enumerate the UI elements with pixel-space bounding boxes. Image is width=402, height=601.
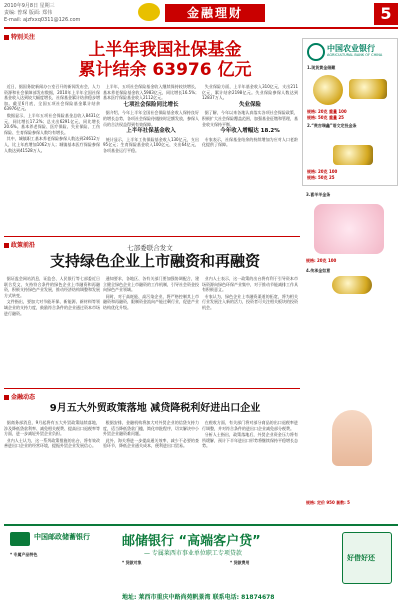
abc-price6: 规格: 定价 950 套数: 5 xyxy=(306,500,350,505)
mickey-gold-ad xyxy=(302,188,398,300)
section-tag-finance: 金融动态 xyxy=(4,392,35,401)
postal-bank-ad xyxy=(4,524,398,600)
section-title: 金融理财 xyxy=(165,4,265,22)
article2-kicker: 七部委联合发文 xyxy=(127,244,173,252)
header-rule xyxy=(4,27,398,29)
article3-col1: 据商务部消息，9月起将有五大外贸政策陆续落地，涉及降低贷款利率、减免相关税费、提高出口退税率等方面，进一步减轻外贸企业负担。 业内人士认为，这一系列政策措施的出台，将有效改善进出口企业的经营环境，提振外贸企业发展信心。 xyxy=(4,420,100,449)
gold-bar-icon xyxy=(349,79,387,99)
postal-badge xyxy=(342,532,392,584)
abc-price2: 规格: 50克 重量 25 xyxy=(307,115,344,120)
article1-subhead1: 七项社会保险同比增长 xyxy=(123,101,179,108)
abc-price3: 规格: 20克 100 xyxy=(307,169,338,174)
article3-col2: 根据安排，金融机构将加大对外贸企业的信贷支持力度，适当降低贷款门槛，简化审批程序，切实解决中小外贸企业融资难问题。 此外，海关将进一步提高通关效率，减少不必要的查验环节，降低企业通关成本，便利进出口贸易。 xyxy=(103,420,199,449)
abc-price5: 规格: 20克 100 xyxy=(306,258,337,263)
gold-ingot-icon xyxy=(333,145,373,165)
postal-section1: * 专属产品特色 xyxy=(10,552,38,557)
gold-coin-icon xyxy=(313,75,343,105)
section-tag-policy: 政策前沿 xyxy=(4,240,35,249)
person-photo-icon xyxy=(332,410,372,466)
gold-ruyi-icon xyxy=(332,276,372,294)
abc-item4: 4.传承金如意 xyxy=(306,268,331,273)
article3-title: 9月五大外贸政策落地 减贷降税利好进出口企业 xyxy=(49,403,261,414)
article1-subhead3: 失业保险 xyxy=(238,101,261,108)
abc-bank-name-en: AGRICULTURAL BANK OF CHINA xyxy=(327,53,383,57)
article1-title-line2: 累计结余 63976 亿元 xyxy=(78,60,252,80)
postal-ad-subtitle: — 专属莱西市事业单位职工专项贷款 xyxy=(144,550,242,557)
article2-title: 支持绿色企业上市融资和再融资 xyxy=(49,252,260,270)
abc-item1: 1.现货黄金储藏 xyxy=(307,65,336,70)
article1-title xyxy=(30,40,300,80)
article1-subhead2: 上半年社保基金收入 xyxy=(126,128,176,135)
postal-ad-title: 邮储银行 “高端客户贷” xyxy=(122,534,261,549)
header-email: E-mail: ajzfxxq0311@126.com xyxy=(4,17,81,23)
mickey-mouse-icon xyxy=(314,204,384,254)
postal-logo-icon xyxy=(10,532,30,546)
divider xyxy=(4,236,300,237)
article2-col3: 业内人士表示，这一政策的出台将有利于引导资本市场资源向绿色环保产业集中，对于推动节能减排工作具有积极意义。 专家认为，绿色企业上市融资渠道的拓宽，将为相关行业发展注入新的活力，投资者可关注相关板块的投资机会。 xyxy=(202,276,298,310)
article2-col2: 通知要求，各地区、各有关部门要加强协调配合，建立健全绿色企业上市融资的工作机制，引导社会资金投向绿色产业领域。 同时，对于高耗能、高污染企业，将严格控制其上市融资和再融资，限制资金流向产能过剩行业，促进产业结构优化升级。 xyxy=(103,276,199,310)
article1-col1: 近日，据国务院新闻办公室召开的新闻发布会，人力资源和社会保障部发布数据，2010年上半年全国社保基金收入达到较大幅度增长，社保基金累计结余稳步增加。截至6月底，全国五项社会保险基金累计结余63976亿元。 数据显示，上半年五项社会保险基金总收入8431亿元，同比增长17.2%；总支出6291亿元，同比增长20.6%。基本养老保险、医疗保险、失业保险、工伤保险、生育保险参保人数均有增长。 其中，城镇职工基本养老保险参保人数达到24612万人，比上年底增加1062万人；城镇基本医疗保险参保人数达到41528万人。 xyxy=(4,84,100,153)
abc-logo-icon xyxy=(307,43,325,61)
article3-col3: 在税收方面，有关部门将对部分商品的出口退税率进行调整，并对符合条件的进出口企业减免部分税费。 分析人士指出，政策落地后，外贸企业资金压力将有所缓解，预计下半年进出口形势将继续保持平稳增长态势。 xyxy=(202,420,298,449)
abc-price1: 规格: 20克 重量 100 xyxy=(307,109,347,114)
article1-title-line1: 上半年我国社保基金 xyxy=(88,40,242,60)
article2-col1: 据证监会网站消息，证监会、人民银行等七部委近日联合发文，支持符合条件的绿色企业上市融资和再融资，积极支持绿色产业发展，推动经济结构调整和发展方式转变。 文件指出，要加大对节能环保、新能源、新材料等领域企业的支持力度，鼓励符合条件的企业通过资本市场进行融资。 xyxy=(4,276,100,316)
page-header xyxy=(0,0,402,26)
abc-price4: 规格: 50克 25 xyxy=(307,175,335,180)
article1-subhead4: 今年收入增幅达 18.2% xyxy=(220,128,280,135)
section-tag-special: 特别关注 xyxy=(4,32,35,41)
abc-bank-ad xyxy=(302,38,398,186)
article1-col2: 上半年，五项社会保险基金收入继续保持较快增长，基本养老保险基金收入5983亿元，同比增长16.5%；基本医疗保险基金收入2112亿元。 七项社会保险同比增长 据介绍，今年上半年全国社会保险基金收入保持良好的增长态势，各项社会保险待遇按时足额发放，参保人员的合法权益得到有效保障。 上半年社保基金收入 统计显示，上半年工伤保险基金收入130亿元，支出95亿元；生育保险基金收入100亿元，支出64亿元，各项基金运行平稳。 xyxy=(103,84,199,153)
postal-badge-text: 好借好还 xyxy=(347,554,375,562)
header-logo xyxy=(138,3,160,21)
abc-bank-name: 中国农业银行 xyxy=(327,44,375,53)
bottom-right-ad xyxy=(302,300,398,520)
header-date: 2010年9月8日 星期三 xyxy=(4,3,55,9)
header-meta xyxy=(4,3,80,24)
article1-col3: 失业保险方面，上半年基金收入310亿元，支出211亿元，累计结余2198亿元。失业保险参保人数达到12837万人。 失业保险 据了解，今年以来各地认真落实各项社会保险政策，积极扩大社会保险覆盖范围，加强基金征缴和管理，基金收支保持平衡。 今年收入增幅达 18.2% 专家表示，社保基金结余的持续增加为应对人口老龄化提供了保障。 xyxy=(202,84,298,148)
page-number: 5 xyxy=(374,3,398,25)
postal-bank-name: 中国邮政储蓄银行 xyxy=(34,533,90,541)
header-editors: 责编: 曾琛 版面: 郑伟 xyxy=(4,10,53,16)
postal-address: 地址: 莱西市重庆中路尚苑帆景湾 联系电话: 81874678 xyxy=(122,594,275,601)
abc-item2: 2.“贵吉瑞鑫”语文定投金条 xyxy=(307,123,357,128)
divider xyxy=(4,388,300,389)
postal-section2: * 贷款对象 xyxy=(122,560,142,565)
postal-section3: * 贷款费用 xyxy=(230,560,250,565)
abc-item3: 3.喜羊羊金条 xyxy=(306,192,331,197)
